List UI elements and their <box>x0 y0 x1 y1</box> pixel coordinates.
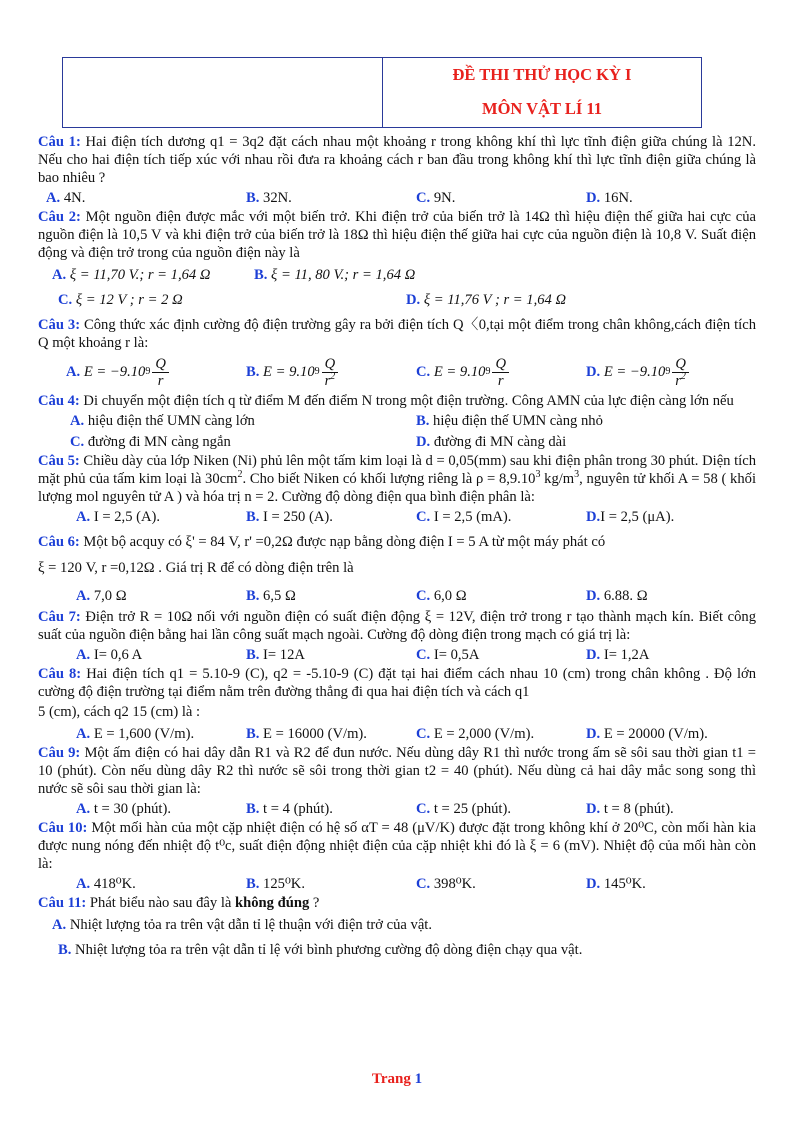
question-11: Câu 11: Phát biểu nào sau đây là không đúng ? <box>38 895 320 911</box>
option-a[interactable]: A. ξ = 11,70 V.; r = 1,64 Ω <box>52 267 211 283</box>
option-b[interactable]: B. I= 12A <box>246 647 305 663</box>
option-a[interactable]: A. I = 2,5 (A). <box>76 509 161 525</box>
options-q2-row1 <box>38 262 756 287</box>
option-b[interactable]: B. E = 9.10 9 $\frac{Q}{r^2}$ <box>246 352 340 392</box>
options-q11-a <box>38 912 756 937</box>
option-d[interactable]: D. đường đi MN càng dài <box>416 434 567 450</box>
question-8 <box>38 665 756 701</box>
option-b[interactable]: B. 6,5 Ω <box>246 588 296 604</box>
option-b[interactable]: B. Nhiệt lượng tỏa ra trên vật dẫn tỉ lệ với bình phương cường độ dòng điện chạy qua vật. <box>58 942 583 958</box>
question-10 <box>38 819 756 873</box>
option-b[interactable]: B. hiệu điện thế UMN càng nhỏ <box>416 413 603 429</box>
question-6: Câu 6: Một bộ acquy có ξ' = 84 V, r' =0,2Ω được nạp bằng dòng điện I = 5 A từ một máy phát có <box>38 534 606 550</box>
exam-body <box>38 133 756 962</box>
question-text: Một mối hàn của một cặp nhiệt điện có hệ số αT = 48 (μV/K) được đặt trong không khí ở 20⁰C, còn mối hàn kia được nung nóng đến nhiệt độ t⁰c, suất điện động nhiệt điện của cặp nhiệt khi đó là ξ = 6 (mV). Nhiệt độ của mối hàn còn là: <box>38 820 756 872</box>
question-label: Câu 2: <box>38 209 81 225</box>
header-right-cell <box>383 58 701 127</box>
options-q5 <box>38 506 756 527</box>
question-label: Câu 7: <box>38 609 81 625</box>
question-9 <box>38 744 756 798</box>
question-text: Hai điện tích dương q1 = 3q2 đặt cách nhau một khoảng r trong không khí thì lực tĩnh điện giữa chúng là 12N. Nếu cho hai điện tích tiếp xúc với nhau rồi đưa ra khoảng cách r ban đầu trong không khí thì lực tĩnh điện giữa chúng là bao nhiêu ? <box>38 134 756 186</box>
option-b[interactable]: B. 125⁰K. <box>246 876 305 892</box>
option-c[interactable]: C. t = 25 (phút). <box>416 801 511 817</box>
option-d[interactable]: D. ξ = 11,76 V ; r = 1,64 Ω <box>406 292 567 308</box>
question-text: Điện trở R = 10Ω nối với nguồn điện có suất điện động ξ = 12V, điện trở trong r tạo thành mạch kín. Biết công suất của nguồn điện bằng hai lần công suất mạch ngoài. Cường độ dòng điện trong mạch có giá trị là: <box>38 609 756 643</box>
option-d[interactable]: D. E = 20000 (V/m). <box>586 726 708 742</box>
footer-label: Trang <box>371 1071 411 1087</box>
option-c[interactable]: C. 9N. <box>416 190 456 206</box>
option-d[interactable]: D. 6.88. Ω <box>586 588 648 604</box>
fraction: $\frac{Q}{r}$ <box>492 356 509 389</box>
question-text: Công thức xác định cường độ điện trường gây ra bởi điện tích Q〈0,tại một điểm trong chân không,cách điện tích Q một khoảng r là: <box>38 317 756 351</box>
options-q9 <box>38 798 756 819</box>
option-a[interactable]: A. E = −9.10 9 $\frac{Q}{r}$ <box>66 352 171 392</box>
option-c[interactable]: C. E = 9.10 9 $\frac{Q}{r}$ <box>416 352 511 392</box>
option-c[interactable]: C. 398⁰K. <box>416 876 476 892</box>
option-d[interactable]: D. 16N. <box>586 190 633 206</box>
option-b[interactable]: B. I = 250 (A). <box>246 509 333 525</box>
page-footer <box>0 1070 794 1088</box>
option-d[interactable]: D.I = 2,5 (μA). <box>586 509 675 525</box>
fraction: $\frac{Q}{r}$ <box>152 356 169 389</box>
option-d[interactable]: D. E = −9.10 9 $\frac{Q}{r^2}$ <box>586 352 691 392</box>
option-a[interactable]: A. 7,0 Ω <box>76 588 127 604</box>
question-label: Câu 6: <box>38 534 80 550</box>
option-c[interactable]: C. I = 2,5 (mA). <box>416 509 512 525</box>
option-a[interactable]: A. 418⁰K. <box>76 876 136 892</box>
options-q6 <box>38 583 756 608</box>
question-8-line2: 5 (cm), cách q2 15 (cm) là : <box>38 704 201 720</box>
question-text: Một nguồn điện được mắc với một biến trở. Khi điện trở của biến trở là 14Ω thì hiệu điện thế giữa hai cực của nguồn điện là 10,5 V và khi điện trở của biến trở là 18Ω thì hiệu điện thế giữa hai cực của nguồn điện là 10,8 V. Suất điện động và điện trở trong của nguồn điện này là <box>38 209 757 261</box>
option-a[interactable]: A. E = 1,600 (V/m). <box>76 726 195 742</box>
question-label: Câu 1: <box>38 134 81 150</box>
options-q11-b <box>38 937 756 962</box>
fraction: $\frac{Q}{r^2}$ <box>672 356 689 389</box>
question-7 <box>38 608 756 644</box>
option-a[interactable]: A. t = 30 (phút). <box>76 801 171 817</box>
option-d[interactable]: D. I= 1,2A <box>586 647 650 663</box>
question-5: Câu 5: Chiều dày của lớp Niken (Ni) phủ lên một tấm kim loại là d = 0,05(mm) sau khi điện phân trong 30 phút. Diện tích mặt phủ của tấm kim loại là $30cm^2$. Cho biết Niken có khối lượng riêng là $\rho = 8,9.10^3$ $kg/m^3$, nguyên tử khối A = 58 ( khối lượng mol nguyên tử A ) và hóa trị n = 2. Cường độ dòng điện qua bình điện phân là: <box>38 453 757 505</box>
option-b[interactable]: B. ξ = 11, 80 V.; r = 1,64 Ω <box>254 267 416 283</box>
header-table <box>62 57 702 128</box>
option-a[interactable]: A. Nhiệt lượng tỏa ra trên vật dẫn tỉ lệ thuận với điện trở của vật. <box>52 917 433 933</box>
exam-title: ĐỀ THI THỬ HỌC KỲ I <box>452 65 632 84</box>
question-label: Câu 11: <box>38 895 87 911</box>
option-c[interactable]: C. 6,0 Ω <box>416 588 467 604</box>
question-label: Câu 5: <box>38 453 80 469</box>
question-text: Hai điện tích q1 = 5.10-9 (C), q2 = -5.10-9 (C) đặt tại hai điểm cách nhau 10 (cm) trong chân không . Độ lớn cường độ điện trường tại điểm nằm trên đường thẳng đi qua hai điện tích và cách q1 <box>38 666 757 700</box>
options-q7 <box>38 644 756 665</box>
option-b[interactable]: B. 32N. <box>246 190 292 206</box>
page-number: 1 <box>414 1071 423 1087</box>
question-label: Câu 3: <box>38 317 81 333</box>
question-4 <box>38 392 756 410</box>
question-6-line2: ξ = 120 V, r =0,12Ω . Giá trị R để có dòng điện trên là <box>38 560 354 576</box>
option-a[interactable]: A. I= 0,6 A <box>76 647 143 663</box>
question-text: Một ấm điện có hai dây dẫn R1 và R2 để đun nước. Nếu dùng dây R1 thì nước trong ấm sẽ sôi sau thời gian t1 = 10 (phút). Còn nếu dùng dây R2 thì nước sẽ sôi trong thời gian t2 = 40 (phút). Nếu dùng cả hai dây mắc song song thì nước sẽ sôi sau thời gian là: <box>38 745 756 797</box>
options-q4-row1 <box>38 410 756 431</box>
option-c[interactable]: C. I= 0,5A <box>416 647 480 663</box>
options-q3 <box>38 352 756 392</box>
question-label: Câu 8: <box>38 666 82 682</box>
option-c[interactable]: C. E = 2,000 (V/m). <box>416 726 535 742</box>
options-q8 <box>38 723 756 744</box>
option-a[interactable]: A. 4N. <box>46 190 86 206</box>
option-c[interactable]: C. đường đi MN càng ngắn <box>70 434 231 450</box>
header-left-cell <box>63 58 383 127</box>
exam-subject: MÔN VẬT LÍ 11 <box>482 99 602 118</box>
fraction: $\frac{Q}{r^2}$ <box>322 356 339 389</box>
question-label: Câu 9: <box>38 745 81 761</box>
options-q2-row2 <box>38 287 756 312</box>
question-2 <box>38 208 756 262</box>
option-d[interactable]: D. t = 8 (phút). <box>586 801 674 817</box>
option-d[interactable]: D. 145⁰K. <box>586 876 646 892</box>
question-text: Di chuyển một điện tích q từ điểm M đến điểm N trong một điện trường. Công AMN của lực điện càng lớn nếu <box>83 393 734 409</box>
question-1 <box>38 133 756 187</box>
option-c[interactable]: C. ξ = 12 V ; r = 2 Ω <box>58 292 183 308</box>
options-q4-row2 <box>38 431 756 452</box>
option-a[interactable]: A. hiệu điện thế UMN càng lớn <box>70 413 255 429</box>
option-b[interactable]: B. E = 16000 (V/m). <box>246 726 367 742</box>
question-3 <box>38 316 756 352</box>
question-label: Câu 10: <box>38 820 88 836</box>
options-q10 <box>38 873 756 894</box>
option-b[interactable]: B. t = 4 (phút). <box>246 801 333 817</box>
options-q1 <box>38 187 756 208</box>
question-label: Câu 4: <box>38 393 80 409</box>
